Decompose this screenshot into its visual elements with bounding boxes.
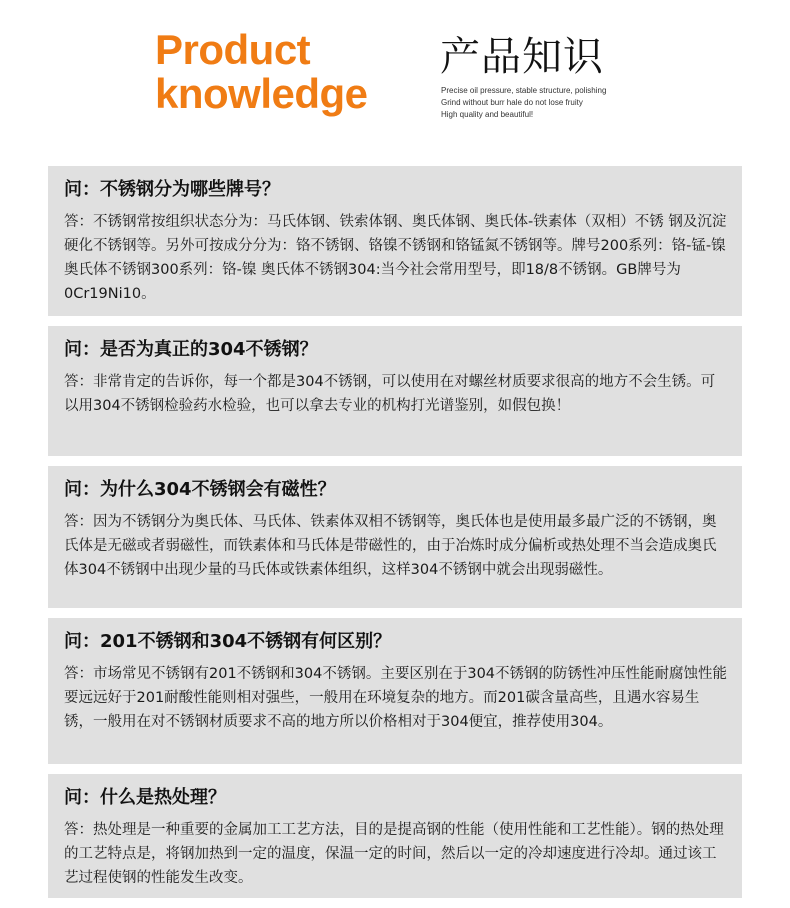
- faq-question: 问：为什么304不锈钢会有磁性？: [64, 479, 336, 500]
- faq-question: 问：不锈钢分为哪些牌号？: [64, 179, 280, 200]
- subtitle-line-1: Precise oil pressure, stable structure, polishing: [441, 86, 607, 95]
- faq-card-genuine-304: [48, 326, 742, 456]
- english-title-line-1: Product: [155, 26, 311, 73]
- faq-answer: 答：热处理是一种重要的金属加工工艺方法，目的是提高钢的性能（使用性能和工艺性能）。钢的热处理的工艺特点是，将钢加热到一定的温度，保温一定的时间，然后以一定的冷却速度进行冷却。通过该工艺过程使钢的性能发生改变。: [64, 822, 724, 886]
- subtitle-block: [441, 85, 606, 121]
- page-header: [0, 0, 790, 160]
- english-title: [155, 28, 368, 116]
- faq-answer: 答：市场常见不锈钢有201不锈钢和304不锈钢。主要区别在于304不锈钢的防锈性冲压性能耐腐蚀性能要远远好于201耐酸性能则相对强些，一般用在环境复杂的地方。而201碳含量高些，且遇水容易生锈，一般用在对不锈钢材质要求不高的地方所以价格相对于304便宜，推荐使用304。: [64, 666, 728, 730]
- faq-question: 问：201不锈钢和304不锈钢有何区别？: [64, 631, 392, 652]
- chinese-title: 产品知识: [440, 34, 604, 80]
- faq-answer: 答：不锈钢常按组织状态分为：马氏体钢、铁索体钢、奥氏体钢、奥氏体-铁素体（双相）不锈 钢及沉淀硬化不锈钢等。另外可按成分分为：铬不锈钢、铬镍不锈钢和铬锰氮不锈钢等。牌号200系列：铬-锰-镍 奥氏体不锈钢300系列：铬-镍 奥氏体不锈钢304:当今社会常用型号，即18/8不锈钢。GB牌号为0Cr19Ni10。: [64, 214, 727, 302]
- faq-answer: 答：非常肯定的告诉你，每一个都是304不锈钢，可以使用在对螺丝材质要求很高的地方不会生锈。可以用304不锈钢检验药水检验，也可以拿去专业的机构打光谱鉴别，如假包换！: [64, 374, 716, 414]
- faq-answer: 答：因为不锈钢分为奥氏体、马氏体、铁素体双相不锈钢等，奥氏体也是使用最多最广泛的不锈钢，奥氏体是无磁或者弱磁性，而铁素体和马氏体是带磁性的，由于冶炼时成分偏析或热处理不当会造成奥氏体304不锈钢中出现少量的马氏体或铁素体组织，这样304不锈钢中就会出现弱磁性。: [64, 514, 717, 578]
- faq-question: 问：什么是热处理？: [64, 787, 226, 808]
- english-title-line-2: knowledge: [155, 70, 368, 117]
- subtitle-line-3: High quality and beautiful!: [441, 110, 534, 119]
- faq-card-201-vs-304: [48, 618, 742, 764]
- subtitle-line-2: Grind without burr hale do not lose fruity: [441, 98, 583, 107]
- faq-question: 问：是否为真正的304不锈钢？: [64, 339, 318, 360]
- faq-card-grades: [48, 166, 742, 316]
- faq-card-heat-treatment: [48, 774, 742, 898]
- faq-card-magnetism: [48, 466, 742, 608]
